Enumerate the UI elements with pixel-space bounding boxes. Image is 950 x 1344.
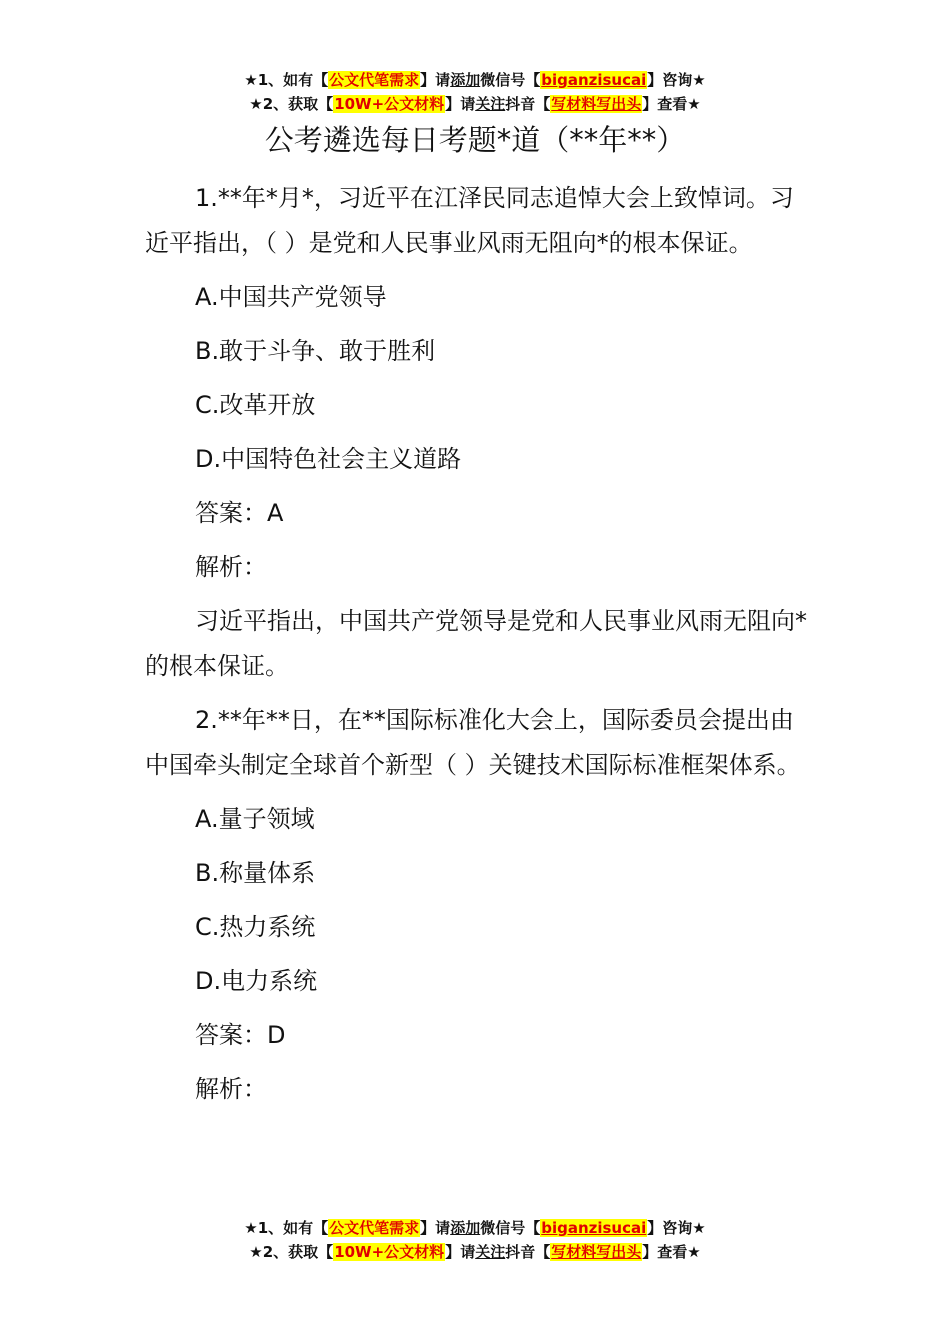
option-d: D.电力系统 xyxy=(195,967,318,995)
banner-text: 抖音【 xyxy=(505,95,551,113)
answer-line: 答案：D xyxy=(195,1021,286,1049)
banner-line-1 xyxy=(0,68,950,92)
option-d: D.中国特色社会主义道路 xyxy=(195,445,462,473)
banner-highlight: 公文代笔需求 xyxy=(329,71,420,89)
banner-text: 】咨询★ xyxy=(647,1219,706,1237)
banner-text: 微信号【 xyxy=(480,71,541,89)
question-stem: 1.**年*月*，习近平在江泽民同志追悼大会上致悼词。习近平指出，（ ）是党和人民事业风雨无阻向*的根本保证。 xyxy=(145,184,794,257)
banner-douyin-id: 写材料写出头 xyxy=(551,1243,642,1261)
footer-banner xyxy=(0,1216,950,1264)
analysis-text: 习近平指出，中国共产党领导是党和人民事业风雨无阻向*的根本保证。 xyxy=(145,607,807,680)
banner-text: ★2、获取【 xyxy=(249,1243,334,1261)
answer-line: 答案：A xyxy=(195,499,284,527)
banner-text: ★1、如有【 xyxy=(244,1219,329,1237)
banner-underline-text: 添加 xyxy=(450,71,481,89)
banner-highlight: 10W+公文材料 xyxy=(334,1243,445,1261)
banner-underline-text: 添加 xyxy=(450,1219,481,1237)
banner-highlight: 公文代笔需求 xyxy=(329,1219,420,1237)
option-b: B.敢于斗争、敢于胜利 xyxy=(195,337,436,365)
banner-text: 】请 xyxy=(420,1219,451,1237)
banner-text: 】请 xyxy=(445,95,476,113)
banner-text: 】查看★ xyxy=(642,95,701,113)
banner-underline-text: 关注 xyxy=(475,95,506,113)
banner-text: 】查看★ xyxy=(642,1243,701,1261)
document-body xyxy=(145,176,810,1121)
banner-douyin-id: 写材料写出头 xyxy=(551,95,642,113)
banner-text: 微信号【 xyxy=(480,1219,541,1237)
banner-line-2 xyxy=(0,92,950,116)
banner-highlight: 10W+公文材料 xyxy=(334,95,445,113)
banner-text: 】咨询★ xyxy=(647,71,706,89)
banner-underline-text: 关注 xyxy=(475,1243,506,1261)
banner-text: ★2、获取【 xyxy=(249,95,334,113)
document-title: 公考遴选每日考题*道（**年**） xyxy=(264,123,686,157)
banner-text: 】请 xyxy=(420,71,451,89)
question-stem: 2.**年**日，在**国际标准化大会上，国际委员会提出由中国牵头制定全球首个新型（ ）关键技术国际标准框架体系。 xyxy=(145,706,801,779)
analysis-label: 解析： xyxy=(195,1075,267,1103)
banner-wechat-id: biganzisucai xyxy=(541,1219,647,1237)
option-c: C.热力系统 xyxy=(195,913,316,941)
banner-text: ★1、如有【 xyxy=(244,71,329,89)
banner-line-2 xyxy=(0,1240,950,1264)
option-c: C.改革开放 xyxy=(195,391,316,419)
banner-text: 】请 xyxy=(445,1243,476,1261)
banner-wechat-id: biganzisucai xyxy=(541,71,647,89)
banner-line-1 xyxy=(0,1216,950,1240)
header-banner xyxy=(0,68,950,116)
option-b: B.称量体系 xyxy=(195,859,316,887)
analysis-label: 解析： xyxy=(195,553,267,581)
option-a: A.中国共产党领导 xyxy=(195,283,387,311)
banner-text: 抖音【 xyxy=(505,1243,551,1261)
option-a: A.量子领域 xyxy=(195,805,315,833)
